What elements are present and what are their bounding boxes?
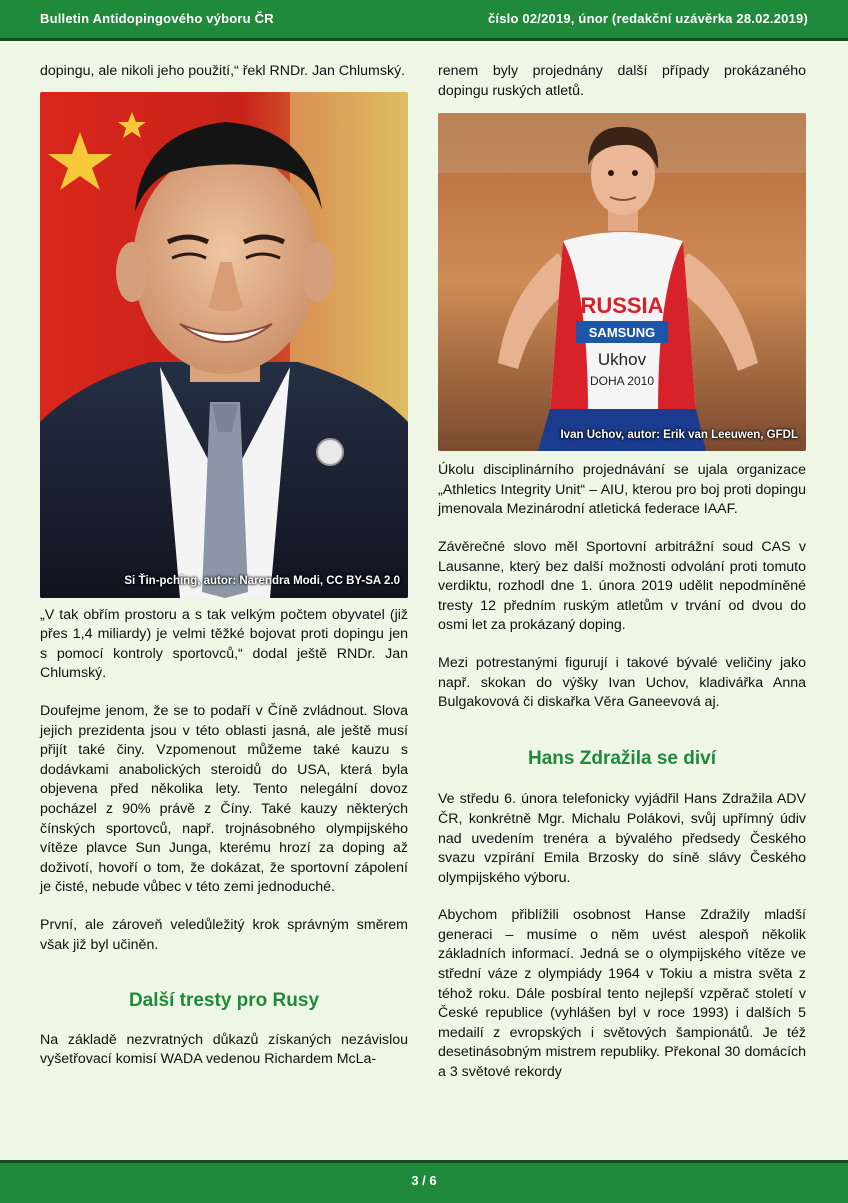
- paragraph: Mezi potrestanými figurují i takové bývalé veličiny jako např. skokan do výšky Ivan Uchov, kladivářka Anna Bulgakovová či diskařka Věra Ganeevová aj.: [438, 654, 806, 711]
- photo-caption: Ivan Uchov, autor: Erik van Leeuwen, GFDL: [560, 428, 798, 441]
- bulletin-title: Bulletin Antidopingového výboru ČR: [40, 11, 274, 26]
- shirt-text-country: RUSSIA: [580, 293, 664, 319]
- footer-bar: [0, 1160, 848, 1203]
- left-column: [40, 62, 408, 1070]
- page-number: 3 / 6: [411, 1173, 437, 1188]
- paragraph: dopingu, ale nikoli jeho použití,“ řekl RNDr. Jan Chlumský.: [40, 63, 406, 79]
- right-column: [438, 62, 806, 1083]
- portrait-image: [40, 92, 408, 598]
- photo-ivan-uchov: [438, 113, 806, 451]
- shirt-text-event: DOHA 2010: [589, 374, 655, 389]
- photo-xi-jinping: [40, 92, 408, 598]
- issue-info: číslo 02/2019, únor (redakční uzávěrka 28.02.2019): [487, 11, 808, 26]
- shirt-text-sponsor: SAMSUNG: [588, 325, 656, 341]
- header-bar: [0, 0, 848, 41]
- athlete-image: [438, 113, 806, 451]
- shirt-text-name: Ukhov: [597, 350, 647, 370]
- paragraph: První, ale zároveň veledůležitý krok správným směrem však již byl učiněn.: [40, 916, 408, 953]
- paragraph: Závěrečné slovo měl Sportovní arbitrážní soud CAS v Lausanne, který bez další možnosti odvolání proti tomuto verdiktu, rozhodl dne 1. února 2019 udělit nepodmíněné tresty 12 předním ruským atletům v trvání od dvou do osmi let za prokázaný doping.: [438, 538, 806, 634]
- paragraph: Doufejme jenom, že se to podaří v Číně zvládnout. Slova jejich prezidenta jsou v této oblasti jasná, ale ještě musí přijít také činy. Vzpomenout můžeme také kauzu s dodávkami anabolických steroidů do USA, která byla objevena před několika lety. Tento nelegální dovoz pocházel z 90% právě z Číny. Také kauzy některých čínských sportovců, např. trojnásobného olympijského vítěze plavce Sun Junga, kterému hrozí za doping až doživotí, hovoří o tom, že dokázat, že sportovní zápolení je čisté, nebude vůbec v této zemi jednoduché.: [40, 702, 408, 896]
- paragraph: „V tak obřím prostoru a s tak velkým počtem obyvatel (již přes 1,4 miliardy) je velmi těžké bojovat proti dopingu jen s pomocí kontroly sportovců,“ dodal ještě RNDr. Jan Chlumský.: [40, 606, 408, 682]
- photo-caption: Si Ťin-pching, autor: Narendra Modi, CC BY-SA 2.0: [124, 575, 400, 587]
- section-heading: Hans Zdražila se diví: [528, 747, 716, 769]
- paragraph: Abychom přiblížili osobnost Hanse Zdražily mladší generaci – musíme o něm uvést alespoň několik základních informací. Jedná se o olympijského vítěze ve střední váze z olympiády 1964 v Tokiu a mistra světa z téhož roku. Dále posbíral tento nejlepší vzpěrač století v České republice (vyhlášen byl v roce 1993) i dalších 5 medailí z evropských i světových šampionátů. Je též desetinásobným mistrem republiky. Překonal 30 domácích a 3 světové rekordy: [438, 907, 806, 1081]
- paragraph: renem byly projednány další případy prokázaného dopingu ruských atletů.: [438, 63, 806, 99]
- paragraph: Ve středu 6. února telefonicky vyjádřil Hans Zdražila ADV ČR, konkrétně Mgr. Michalu Polákovi, svůj upřímný údiv nad uvedením trenéra a bývalého předsedy Českého svazu vzpírání Emila Brzosky do síně slávy Českého olympijského výboru.: [438, 791, 806, 886]
- paragraph: Úkolu disciplinárního projednávání se ujala organizace „Athletics Integrity Unit“ – AIU, kterou pro boj proti dopingu jmenovala Mezinárodní atletická federace IAAF.: [438, 462, 806, 518]
- paragraph: Na základě nezvratných důkazů získaných nezávislou vyšetřovací komisí WADA vedenou Richardem McLa-: [40, 1031, 408, 1068]
- section-heading: Další tresty pro Rusy: [128, 990, 320, 1012]
